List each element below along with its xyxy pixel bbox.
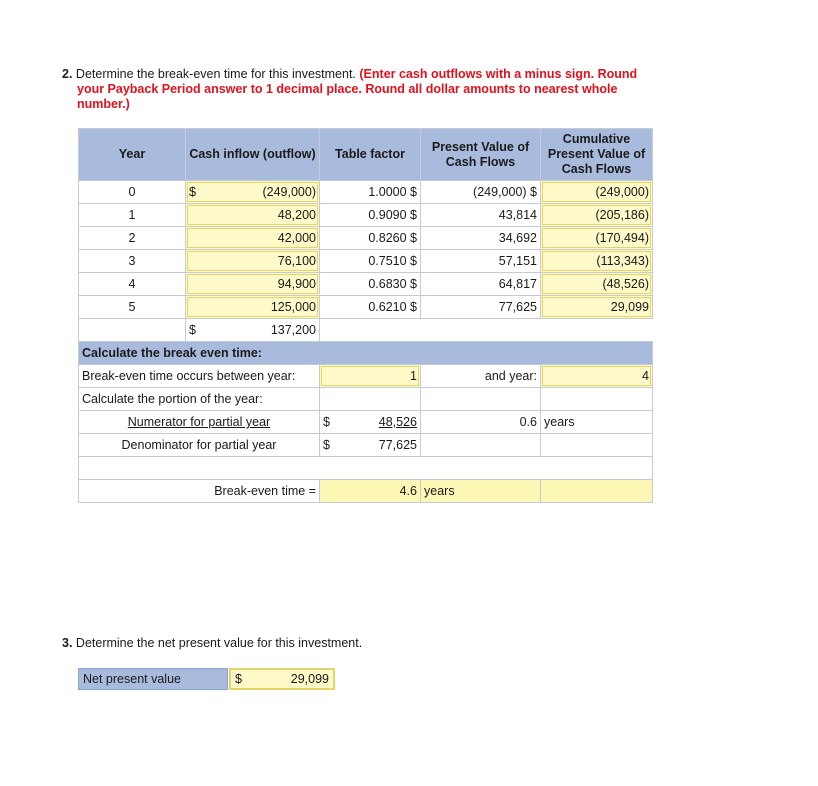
table-row [79,204,653,227]
table-row [79,250,653,273]
result-value: 4.6 [320,480,421,503]
year-cell: 3 [79,250,186,273]
dollar-sign: $ [530,185,537,199]
factor-value: 0.9090 [368,208,407,222]
dollar-sign: $ [189,185,196,199]
result-label: Break-even time = [79,480,320,503]
header-row [79,129,653,181]
factor-cell [320,204,421,227]
cash-flow-input[interactable]: 94,900 [186,273,320,296]
denominator-row [79,434,653,457]
pv-cell: 64,817 [421,273,541,296]
portion-value-cell [421,411,541,434]
year-cell: 4 [79,273,186,296]
factor-cell [320,273,421,296]
cumulative-input[interactable]: 29,099 [541,296,653,319]
portion-label-row [79,388,653,411]
empty-cell [541,434,653,457]
cash-flow-input[interactable]: 76,100 [186,250,320,273]
empty-cell [421,434,541,457]
question-2 [62,67,682,112]
empty-cell [541,388,653,411]
pv-cell [421,181,541,204]
cumulative-input[interactable]: (249,000) [541,181,653,204]
cumulative-input[interactable]: (48,526) [541,273,653,296]
npv-input[interactable] [229,668,335,690]
dollar-sign: $ [410,254,417,268]
npv-value: 29,099 [290,672,329,686]
pv-value: (249,000) [473,185,527,199]
empty-cell [541,480,653,503]
npv-label: Net present value [78,668,228,690]
empty-cell [421,319,541,342]
year-cell: 2 [79,227,186,250]
denominator-input[interactable] [320,434,421,457]
section-title: Calculate the break even time: [79,342,653,365]
empty-cell [320,319,421,342]
between-label: Break-even time occurs between year: [79,365,320,388]
factor-cell [320,181,421,204]
table-row [79,181,653,204]
empty-cell [79,457,653,480]
cash-flow-value: (249,000) [262,185,316,199]
pv-cell: 43,814 [421,204,541,227]
cumulative-input[interactable]: (113,343) [541,250,653,273]
denominator-value: 77,625 [378,438,417,452]
year-cell: 5 [79,296,186,319]
total-cash-cell [186,319,320,342]
dollar-sign: $ [410,185,417,199]
factor-cell [320,296,421,319]
factor-cell [320,227,421,250]
portion-label: Calculate the portion of the year: [79,388,320,411]
empty-cell [421,388,541,411]
numerator-label-cell [79,411,320,434]
total-row [79,319,653,342]
cumulative-input[interactable]: (205,186) [541,204,653,227]
cash-flow-input[interactable]: 125,000 [186,296,320,319]
header-present-value: Present Value of Cash Flows [421,129,541,181]
cumulative-input[interactable]: (170,494) [541,227,653,250]
portion-unit: years [541,411,653,434]
question-3-number: 3. [62,636,73,650]
dollar-sign: $ [189,323,196,337]
question-2-text: Determine the break-even time for this investment. [75,67,356,81]
pv-cell: 57,151 [421,250,541,273]
dollar-sign: $ [323,415,330,429]
denominator-label: Denominator for partial year [79,434,320,457]
npv-row [78,668,335,690]
breakeven-table [78,128,653,503]
instruction-line-2: your Payback Period answer to 1 decimal place. Round all dollar amounts to nearest whole [77,82,618,96]
cash-flow-input[interactable]: 42,000 [186,227,320,250]
dollar-sign: $ [235,672,242,686]
year-cell: 1 [79,204,186,227]
question-3-text: Determine the net present value for this investment. [75,636,363,650]
factor-value: 0.7510 [368,254,407,268]
empty-cell [541,319,653,342]
dollar-sign: $ [410,300,417,314]
table-row [79,273,653,296]
header-table-factor: Table factor [320,129,421,181]
result-row [79,480,653,503]
factor-value: 0.6210 [368,300,407,314]
factor-value: 1.0000 [368,185,407,199]
empty-cell [320,388,421,411]
dollar-sign: $ [410,277,417,291]
and-year-label: and year: [421,365,541,388]
spacer-row [79,457,653,480]
header-cash-flow: Cash inflow (outflow) [186,129,320,181]
cash-flow-input[interactable] [186,181,320,204]
factor-cell [320,250,421,273]
year-cell: 0 [79,181,186,204]
result-unit: years [421,480,541,503]
question-3 [62,636,362,650]
table-row [79,227,653,250]
header-cumulative: Cumulative Present Value of Cash Flows [541,129,653,181]
question-2-number: 2. [62,67,73,81]
cash-flow-input[interactable]: 48,200 [186,204,320,227]
factor-value: 0.8260 [368,231,407,245]
between-year-input[interactable]: 1 [320,365,421,388]
numerator-row [79,411,653,434]
and-year-input[interactable]: 4 [541,365,653,388]
numerator-input[interactable] [320,411,421,434]
dollar-sign: $ [410,231,417,245]
pv-cell: 77,625 [421,296,541,319]
dollar-sign: $ [323,438,330,452]
numerator-label: Numerator for partial year [127,415,271,429]
instruction-line-3: number.) [77,97,130,111]
header-year: Year [79,129,186,181]
total-cash-value: 137,200 [270,323,316,337]
empty-cell [79,319,186,342]
table-row [79,296,653,319]
pv-cell: 34,692 [421,227,541,250]
between-row [79,365,653,388]
portion-value: 0.6 [519,415,537,429]
numerator-value: 48,526 [378,415,417,429]
dollar-sign: $ [410,208,417,222]
section-title-row [79,342,653,365]
factor-value: 0.6830 [368,277,407,291]
instruction-line-1: (Enter cash outflows with a minus sign. Round [359,67,638,81]
